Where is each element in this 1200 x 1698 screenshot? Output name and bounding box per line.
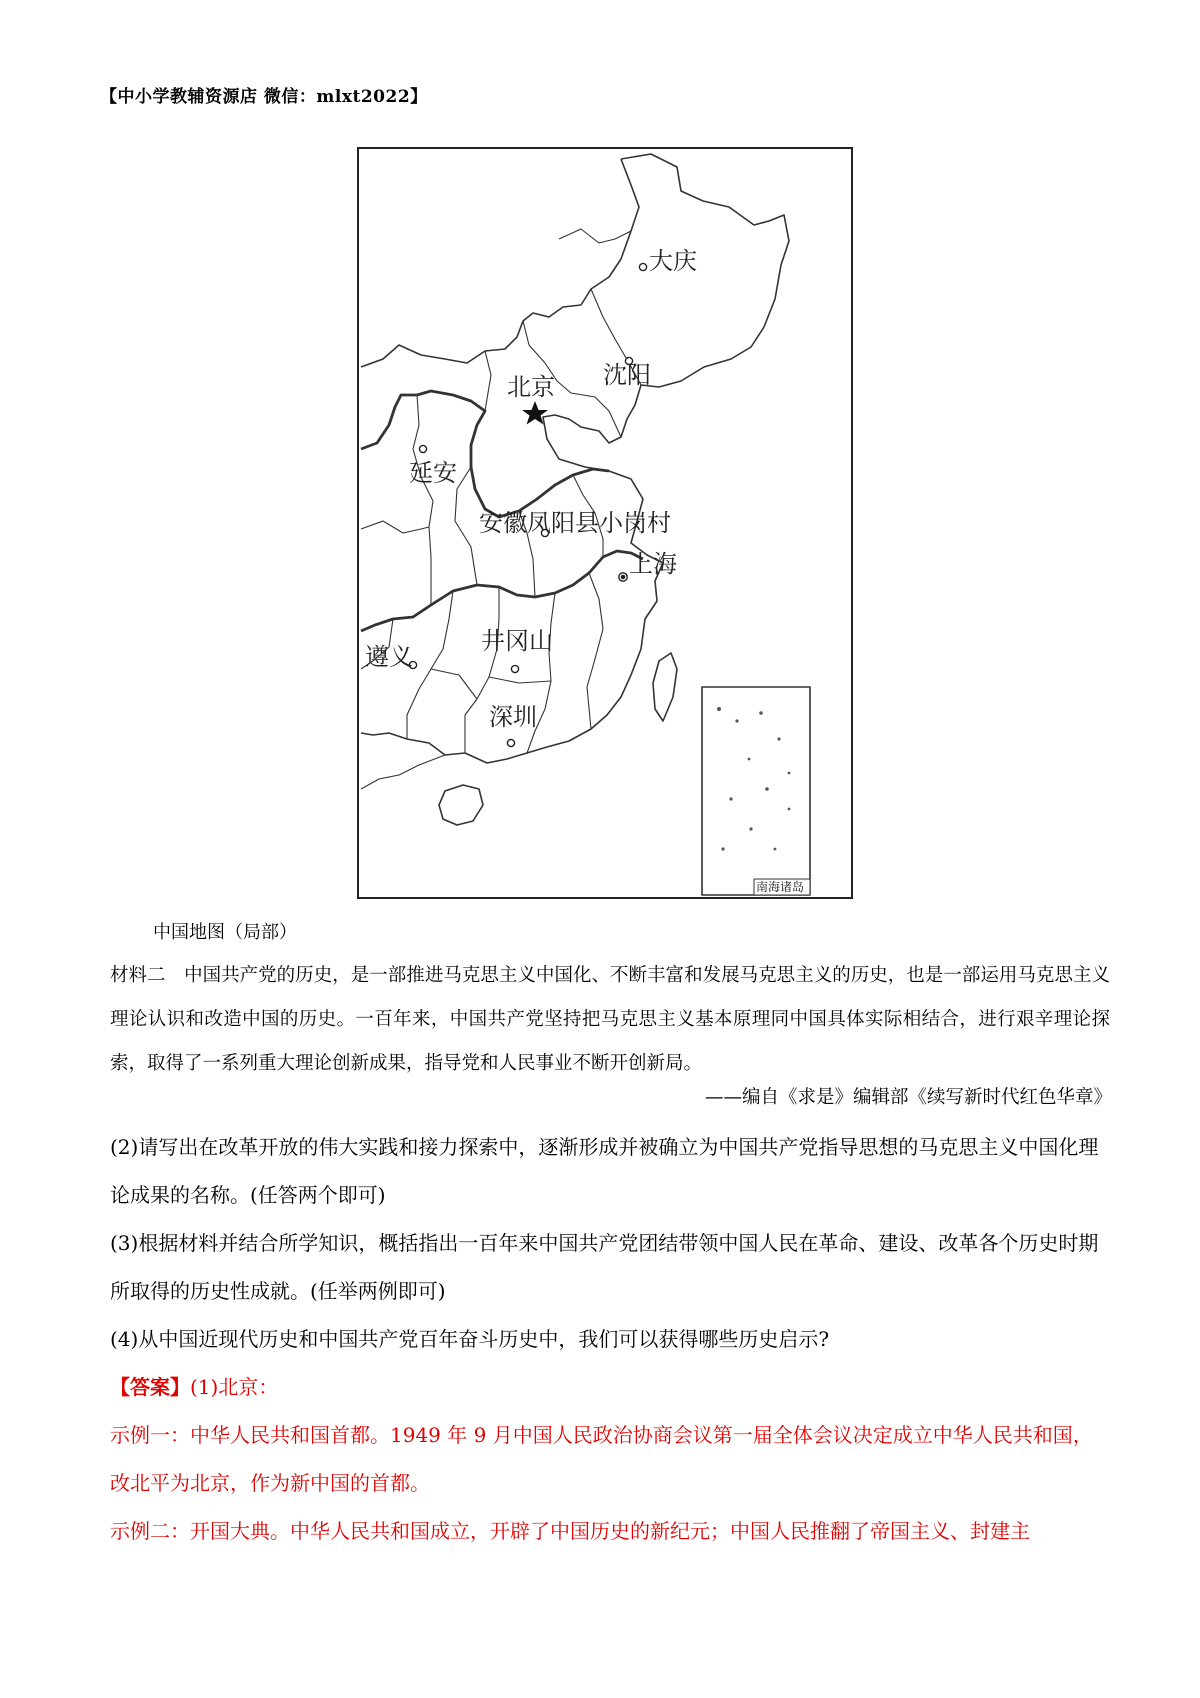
map-label-shanghai: 上海 (629, 550, 677, 578)
question-2: (2)请写出在改革开放的伟大实践和接力探索中，逐渐形成并被确立为中国共产党指导思想的马克思主义中国化理论成果的名称。(任答两个即可) (110, 1135, 1099, 1207)
map-label-yanan: 延安 (409, 459, 457, 487)
map-label-xiaogangcun: 安徽凤阳县小岗村 (479, 509, 671, 537)
map-label-zunyi: 遵义 (365, 643, 413, 671)
question-3: (3)根据材料并结合所学知识，概括指出一百年来中国共产党团结带领中国人民在革命、建设、改革各个历史时期所取得的历史性成就。(任举两例即可) (110, 1231, 1099, 1303)
header-watermark: 【中小学教辅资源店 微信：mlxt2022】 (100, 87, 428, 107)
material-two-text: 材料二 中国共产党的历史，是一部推进马克思主义中国化、不断丰富和发展马克思主义的历史，也是一部运用马克思主义理论认识和改造中国的历史。一百年来，中国共产党坚持把马克思主义基本原理同中国具体实际相结合，进行艰辛理论探索，取得了一系列重大理论创新成果，指导党和人民事业不断开创新局。 (110, 965, 1110, 1074)
china-map-partial (357, 147, 853, 899)
answer-line (110, 1363, 1110, 1411)
answer-example-2: 示例二：开国大典。中华人民共和国成立，开辟了中国历史的新纪元；中国人民推翻了帝国主义、封建主 (110, 1519, 1030, 1543)
answer-label: 【答案】 (110, 1375, 190, 1399)
map-label-shenyang: 沈阳 (603, 361, 651, 389)
map-label-daqing: 大庆 (649, 247, 697, 275)
question-4: (4)从中国近现代历史和中国共产党百年奋斗历史中，我们可以获得哪些历史启示? (110, 1327, 830, 1351)
map-label-beijing: 北京 (507, 373, 555, 401)
answer-example-1: 示例一：中华人民共和国首都。1949 年 9 月中国人民政治协商会议第一届全体会议决定成立中华人民共和国，改北平为北京，作为新中国的首都。 (110, 1423, 1093, 1495)
inset-label-nanhai: 南海诸岛 (756, 880, 805, 894)
answer-part-1: (1)北京： (190, 1375, 279, 1399)
material-two-source: ——编自《求是》编辑部《续写新时代红色华章》 (704, 1087, 1112, 1108)
map-label-jinggangshan: 井冈山 (481, 627, 553, 655)
map-label-shenzhen: 深圳 (489, 703, 537, 731)
map-caption: 中国地图（局部） (153, 922, 297, 943)
